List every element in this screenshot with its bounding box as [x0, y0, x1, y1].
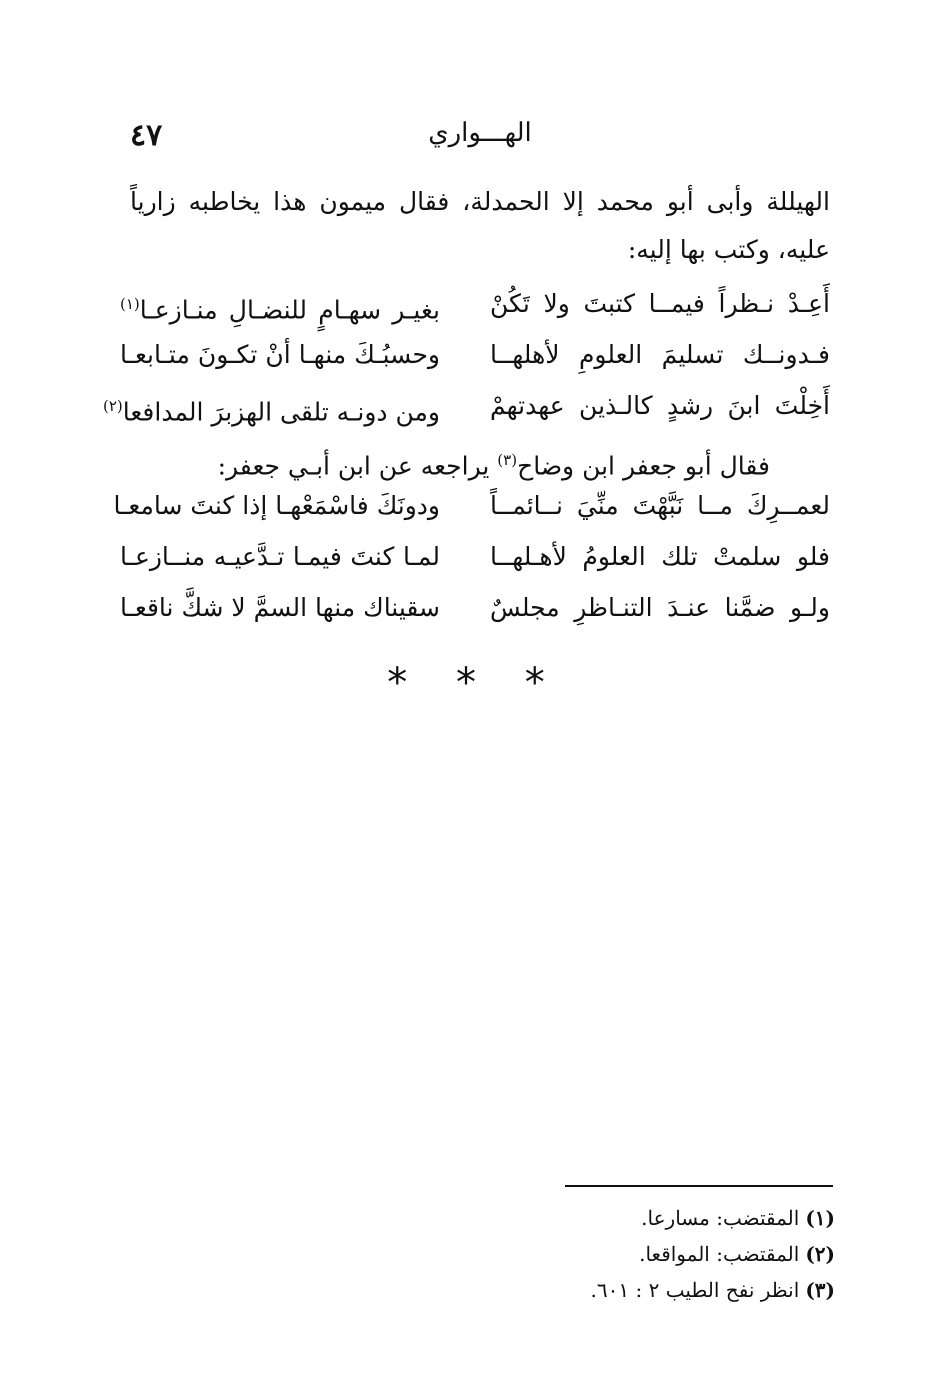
intro-paragraph: الهيللة وأبى أبو محمد إلا الحمدلة، فقال ميمون هذا يخاطبه زارياً عليه، وكتب بها إليه: — [130, 187, 830, 264]
footnote-number: (٣) — [805, 1278, 835, 1302]
running-title: الهـــواري — [428, 118, 532, 148]
hemistich-text: ومن دونـه تلقى الهزبرَ المدافعا — [122, 397, 440, 427]
verse-first-hemistich: أَخِلْتَ ابنَ رشدٍ كالـذين عهدتهمْ — [490, 391, 830, 420]
verse-second-hemistich: وحسبُـكَ منهـا أنْ تكـونَ متـابعـا — [120, 340, 440, 369]
page-header — [130, 118, 830, 158]
reply-text-tail: يراجعه عن ابن أبـي جعفر: — [217, 451, 498, 481]
verse-line — [120, 584, 830, 635]
verse-line — [113, 482, 830, 533]
verse-line — [120, 533, 830, 584]
footnote-item — [435, 1272, 835, 1308]
footnote-item — [435, 1200, 835, 1236]
verse-second-hemistich — [120, 280, 440, 334]
hemistich-text: بغيـر سهـامٍ للنضـالِ منـازعـا — [139, 295, 440, 325]
verse-line — [120, 331, 830, 382]
verse-first-hemistich: أَعِـدْ نـظراً فيمــا كتبتَ ولا تَكُنْ — [490, 289, 830, 318]
footnote-text: المقتضب: المواقعا. — [639, 1242, 800, 1266]
footnote-number: (٢) — [805, 1242, 835, 1266]
footnote-text: المقتضب: مسارعا. — [641, 1206, 800, 1230]
verse-second-hemistich: لمـا كنتَ فيمـا تـدَّعيـه منــازعـا — [120, 542, 440, 571]
verse-second-hemistich — [102, 382, 440, 436]
poem-first — [102, 280, 830, 433]
verse-first-hemistich: ولـو ضمَّنا عنـدَ التنـاظرِ مجلسٌ — [490, 593, 830, 622]
verse-line — [120, 280, 830, 331]
reply-text: فقال أبو جعفر ابن وضاح — [517, 451, 770, 481]
verse-first-hemistich: لعمــرِكَ مــا نَبَّهْتَ منِّيَ نــائمــاً — [490, 491, 830, 520]
verse-second-hemistich: سقيناك منها السمَّ لا شكَّ ناقعـا — [119, 593, 440, 622]
verse-first-hemistich: فلو سلمتْ تلك العلومُ لأهـلهــا — [490, 542, 830, 571]
footnote-reference: (٣) — [497, 451, 518, 469]
verse-line — [102, 382, 830, 433]
footnote-number: (١) — [805, 1206, 835, 1230]
poem-second — [113, 482, 830, 635]
footnote-reference: (٢) — [102, 397, 123, 415]
footnote-reference: (١) — [120, 295, 140, 313]
footnotes — [435, 1200, 835, 1308]
verse-second-hemistich: ودونَكَ فاسْمَعْهـا إذا كنتَ سامعـا — [113, 491, 440, 520]
section-separator: * * * — [387, 660, 563, 706]
verse-first-hemistich: فـدونــك تسليمَ العلومِ لأهلهــا — [490, 340, 830, 369]
footnote-text: انظر نفح الطيب ٢ : ٦٠١. — [590, 1278, 800, 1302]
page-number: ٤٧ — [130, 118, 163, 153]
footnote-item — [435, 1236, 835, 1272]
footnote-divider — [565, 1185, 833, 1187]
